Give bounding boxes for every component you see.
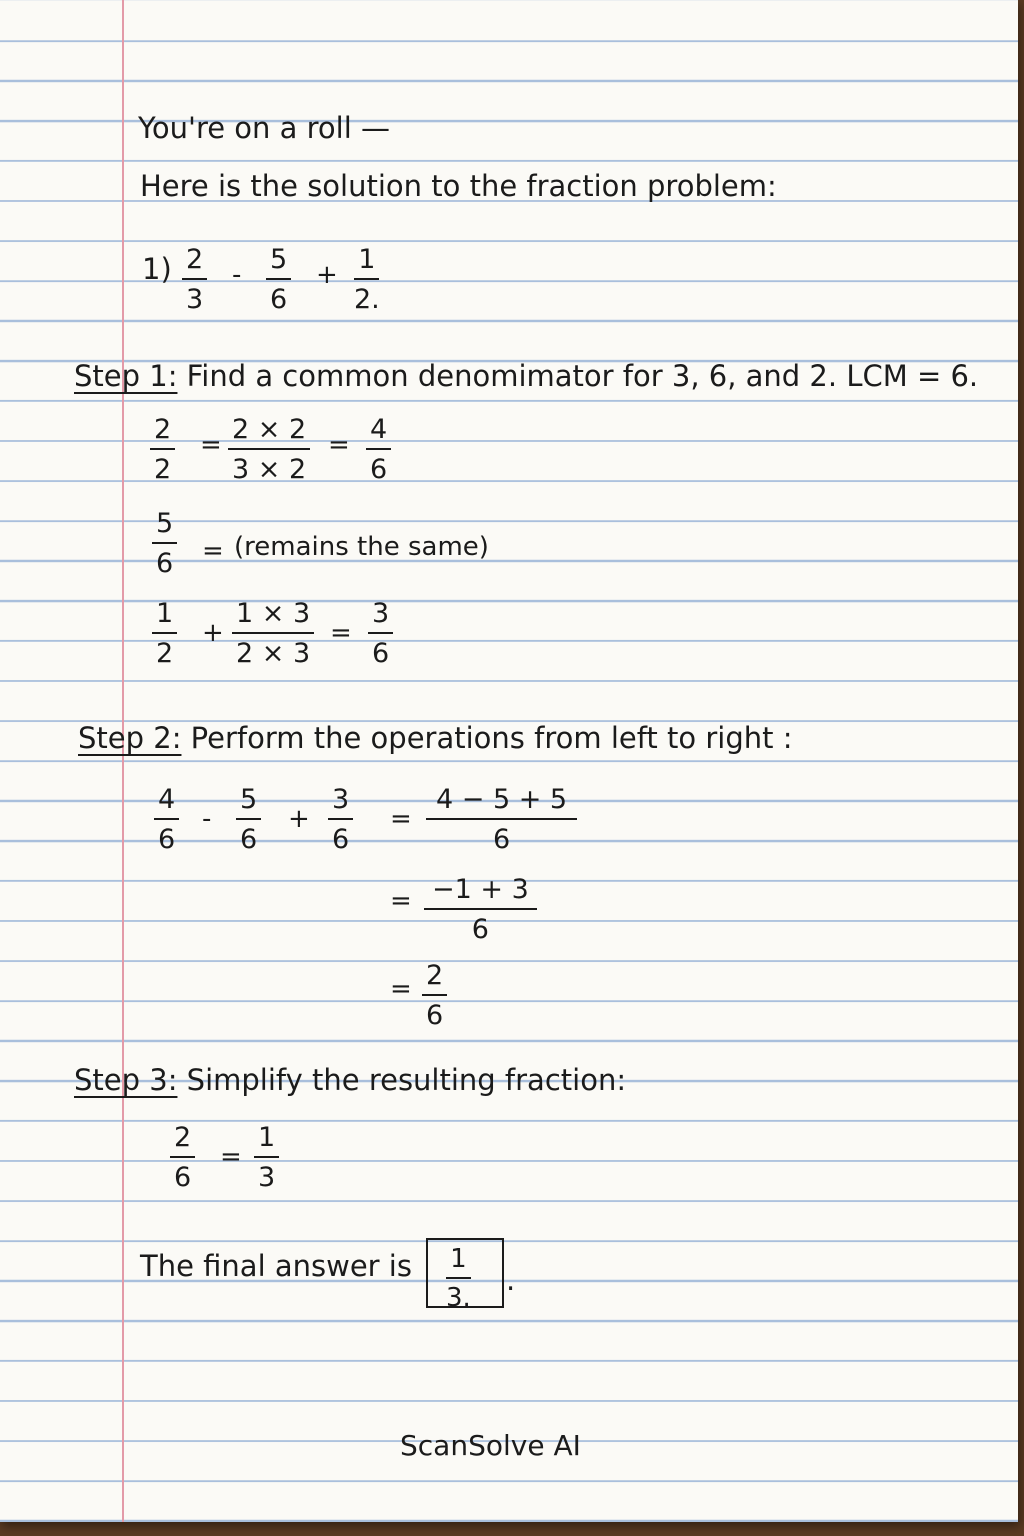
denominator: 6 (492, 824, 511, 855)
denominator: 6 (471, 914, 489, 945)
denominator: 6 (240, 824, 258, 855)
step2-fraction-a (154, 786, 179, 853)
equals-sign: = (328, 430, 350, 460)
numerator: 4 (366, 416, 391, 450)
intro-line-2: Here is the solution to the fraction problem: (140, 169, 777, 203)
final-answer-fraction (442, 1246, 475, 1311)
step-3-label: Step 3: (74, 1063, 178, 1097)
numerator: 1 × 3 (232, 600, 314, 634)
numerator: 5 (152, 510, 177, 544)
numerator: −1 + 3 (424, 876, 537, 910)
step2-result-1 (426, 786, 577, 853)
numerator: 1 (354, 246, 379, 280)
step-1-text: Find a common denomimator for 3, 6, and 2. LCM = 6. (177, 359, 979, 393)
equals-sign: = (202, 536, 224, 566)
numerator: 4 (154, 786, 179, 820)
denominator: 2 × 3 (236, 638, 311, 669)
denominator: 6 (270, 284, 288, 315)
problem-fraction-3 (350, 246, 384, 313)
numerator: 3 (368, 600, 393, 634)
numerator: 4 − 5 + 5 (426, 786, 577, 820)
numerator: 1 (254, 1124, 279, 1158)
denominator: 6 (426, 1000, 444, 1031)
step-1-label: Step 1: (74, 359, 178, 393)
step-3-heading (74, 1063, 627, 1097)
step1-row1-fraction-a (150, 416, 175, 483)
signature: ScanSolve AI (400, 1429, 581, 1462)
equals-sign: = (220, 1142, 242, 1172)
denominator: 3 × 2 (232, 454, 307, 485)
equals-sign: = (330, 618, 352, 648)
margin-line (122, 0, 124, 1522)
denominator: 6 (158, 824, 176, 855)
denominator: 6 (372, 638, 390, 669)
step1-row1-fraction-c (366, 416, 391, 483)
step-2-label: Step 2: (78, 721, 182, 755)
step1-row2-fraction (152, 510, 177, 577)
numerator: 1 (446, 1246, 471, 1279)
denominator: 2 (156, 638, 174, 669)
problem-fraction-1 (182, 246, 207, 313)
equals-sign: = (390, 886, 412, 916)
denominator: 6 (370, 454, 388, 485)
step2-fraction-c (328, 786, 353, 853)
step3-fraction-b (254, 1124, 279, 1191)
step1-row3-fraction-a (152, 600, 177, 667)
minus-sign: - (232, 260, 242, 290)
numerator: 2 (170, 1124, 195, 1158)
denominator: 3. (446, 1283, 471, 1313)
denominator: 3 (258, 1162, 276, 1193)
step3-fraction-a (170, 1124, 195, 1191)
step2-result-2 (424, 876, 537, 943)
denominator: 6 (332, 824, 350, 855)
plus-sign: + (316, 260, 338, 290)
step-2-heading (78, 721, 793, 755)
numerator: 2 (182, 246, 207, 280)
final-answer-text: The final answer is (140, 1249, 412, 1283)
step-3-text: Simplify the resulting fraction: (177, 1063, 627, 1097)
numerator: 5 (236, 786, 261, 820)
denominator: 3 (186, 284, 204, 315)
numerator: 5 (266, 246, 291, 280)
minus-sign: - (202, 804, 212, 834)
equals-sign: = (200, 430, 222, 460)
step1-row3-fraction-c (368, 600, 393, 667)
denominator: 2 (154, 454, 172, 485)
numerator: 3 (328, 786, 353, 820)
step2-result-3 (422, 962, 447, 1029)
intro-line-1: You're on a roll — (138, 111, 390, 145)
step-2-text: Perform the operations from left to right : (181, 721, 793, 755)
denominator: 2. (354, 284, 380, 315)
problem-label: 1) (142, 252, 172, 286)
step-1-heading (74, 359, 979, 393)
equals-sign: = (390, 804, 412, 834)
step2-fraction-b (236, 786, 261, 853)
numerator: 2 (422, 962, 447, 996)
step1-row3-fraction-b (232, 600, 314, 667)
numerator: 2 (150, 416, 175, 450)
final-period: . (506, 1263, 516, 1297)
numerator: 2 × 2 (228, 416, 310, 450)
denominator: 6 (156, 548, 174, 579)
step1-row1-fraction-b (228, 416, 310, 483)
plus-sign: + (202, 618, 224, 648)
final-answer-box (426, 1238, 504, 1313)
denominator: 6 (174, 1162, 192, 1193)
equals-sign: = (390, 974, 412, 1004)
numerator: 1 (152, 600, 177, 634)
problem-fraction-2 (266, 246, 291, 313)
plus-sign: + (288, 804, 310, 834)
remains-same-note: (remains the same) (234, 532, 489, 562)
